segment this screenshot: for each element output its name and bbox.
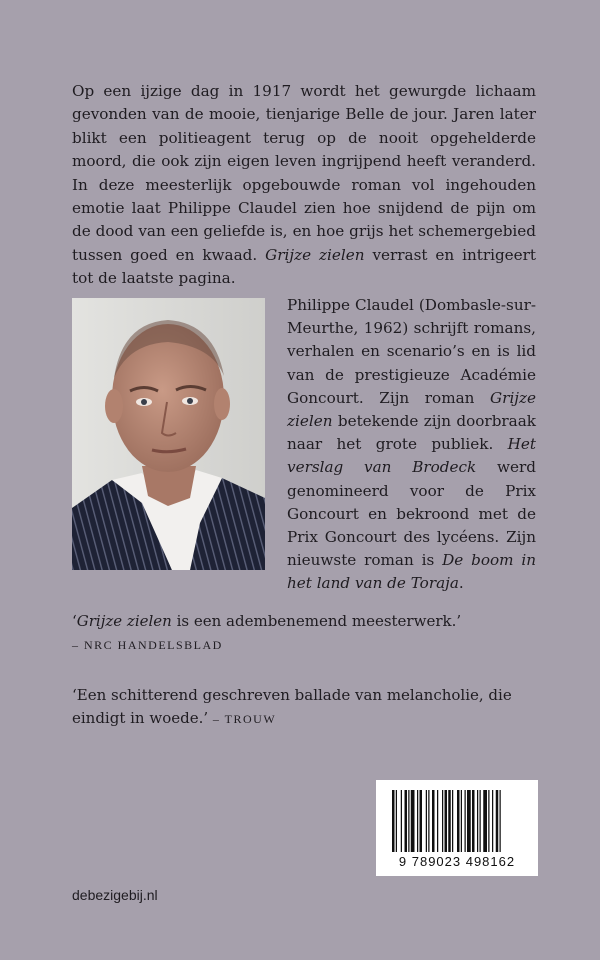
barcode-bar — [420, 790, 423, 852]
publisher-website: debezigebij.nl — [72, 887, 158, 903]
quote-source: – NRC HANDELSBLAD — [72, 638, 223, 653]
quote-source: – TROUW — [212, 712, 277, 727]
barcode-bar — [417, 790, 418, 852]
barcode-bar — [401, 790, 402, 852]
isbn-number: 9 789023 498162 — [398, 854, 516, 869]
barcode-bar — [457, 790, 460, 852]
barcode-bar — [465, 790, 466, 852]
barcode-bar — [477, 790, 478, 852]
blurb-text-1: Op een ijzige dag in 1917 wordt het gewurgde lichaam gevonden van de mooie, tienjarige Belle de jour. Jaren later blikt een politieagent terug op de nooit opgehelderde moord, die ook zijn eigen leven ingrijpend heeft veranderd. In deze meesterlijk opgebouwde roman vol ingehouden emotie laat Philippe Claudel zien hoe snijdend de pijn om de dood van een geliefde is, en hoe grijs het schemergebied tussen goed en kwaad. — [72, 82, 536, 264]
author-portrait-photo — [72, 298, 265, 570]
barcode-bar — [500, 790, 501, 852]
barcode-bar — [432, 790, 435, 852]
barcode-bar — [445, 790, 448, 852]
barcode-bar — [426, 790, 427, 852]
bio-text-2: betekende zijn doorbraak naar het grote publiek. — [287, 412, 536, 454]
isbn-barcode — [376, 780, 538, 876]
back-cover-blurb — [72, 80, 536, 291]
review-quote-nrc — [72, 610, 552, 657]
bio-text-4: . — [458, 574, 464, 593]
bio-text-1: Philippe Claudel (Dombasle-sur-Meurthe, 1962) schrijft romans, verhalen en scenario’s en is lid van de prestigieuze Académie Goncourt. Zijn roman — [287, 296, 536, 407]
barcode-bar — [442, 790, 443, 852]
barcode-bar — [483, 790, 487, 852]
author-biography — [287, 294, 536, 596]
barcode-bar — [411, 790, 415, 852]
barcode-bar — [452, 790, 453, 852]
barcode-bar — [492, 790, 493, 852]
bio-book-title-2: Het verslag van Brodeck — [287, 435, 536, 477]
barcode-bar — [408, 790, 409, 852]
author-portrait-illustration — [72, 298, 265, 570]
quote-open-mark: ‘ — [72, 612, 77, 630]
barcode-bar — [405, 790, 408, 852]
barcode-bar — [467, 790, 471, 852]
quote-text: is een adembenemend meesterwerk.’ — [171, 612, 462, 630]
barcode-bar — [392, 790, 395, 852]
barcode-bar — [472, 790, 475, 852]
barcode-bar — [437, 790, 438, 852]
bio-book-title-3: De boom in het land van de Toraja — [287, 551, 536, 593]
barcode-bar — [461, 790, 462, 852]
bio-text-3: werd genomineerd voor de Prix Goncourt en bekroond met de Prix Goncourt des lycéens. Zijn nieuwste roman is — [287, 458, 536, 570]
barcode-bar — [496, 790, 499, 852]
barcode-bar — [488, 790, 489, 852]
bio-book-title-1: Grijze zielen — [287, 388, 536, 431]
blurb-book-title: Grijze zielen — [265, 245, 365, 264]
barcode-bar — [480, 790, 481, 852]
barcode-bar — [448, 790, 451, 852]
quote-book-title: Grijze zielen — [76, 612, 172, 630]
barcode-bar — [428, 790, 429, 852]
blurb-text-2: verrast en intrigeert tot de laatste pagina. — [72, 245, 537, 288]
review-quote-trouw — [72, 684, 552, 731]
quote-text: ‘Een schitterend geschreven ballade van melancholie, die eindigt in woede.’ — [72, 686, 512, 728]
barcode-bar — [396, 790, 397, 852]
